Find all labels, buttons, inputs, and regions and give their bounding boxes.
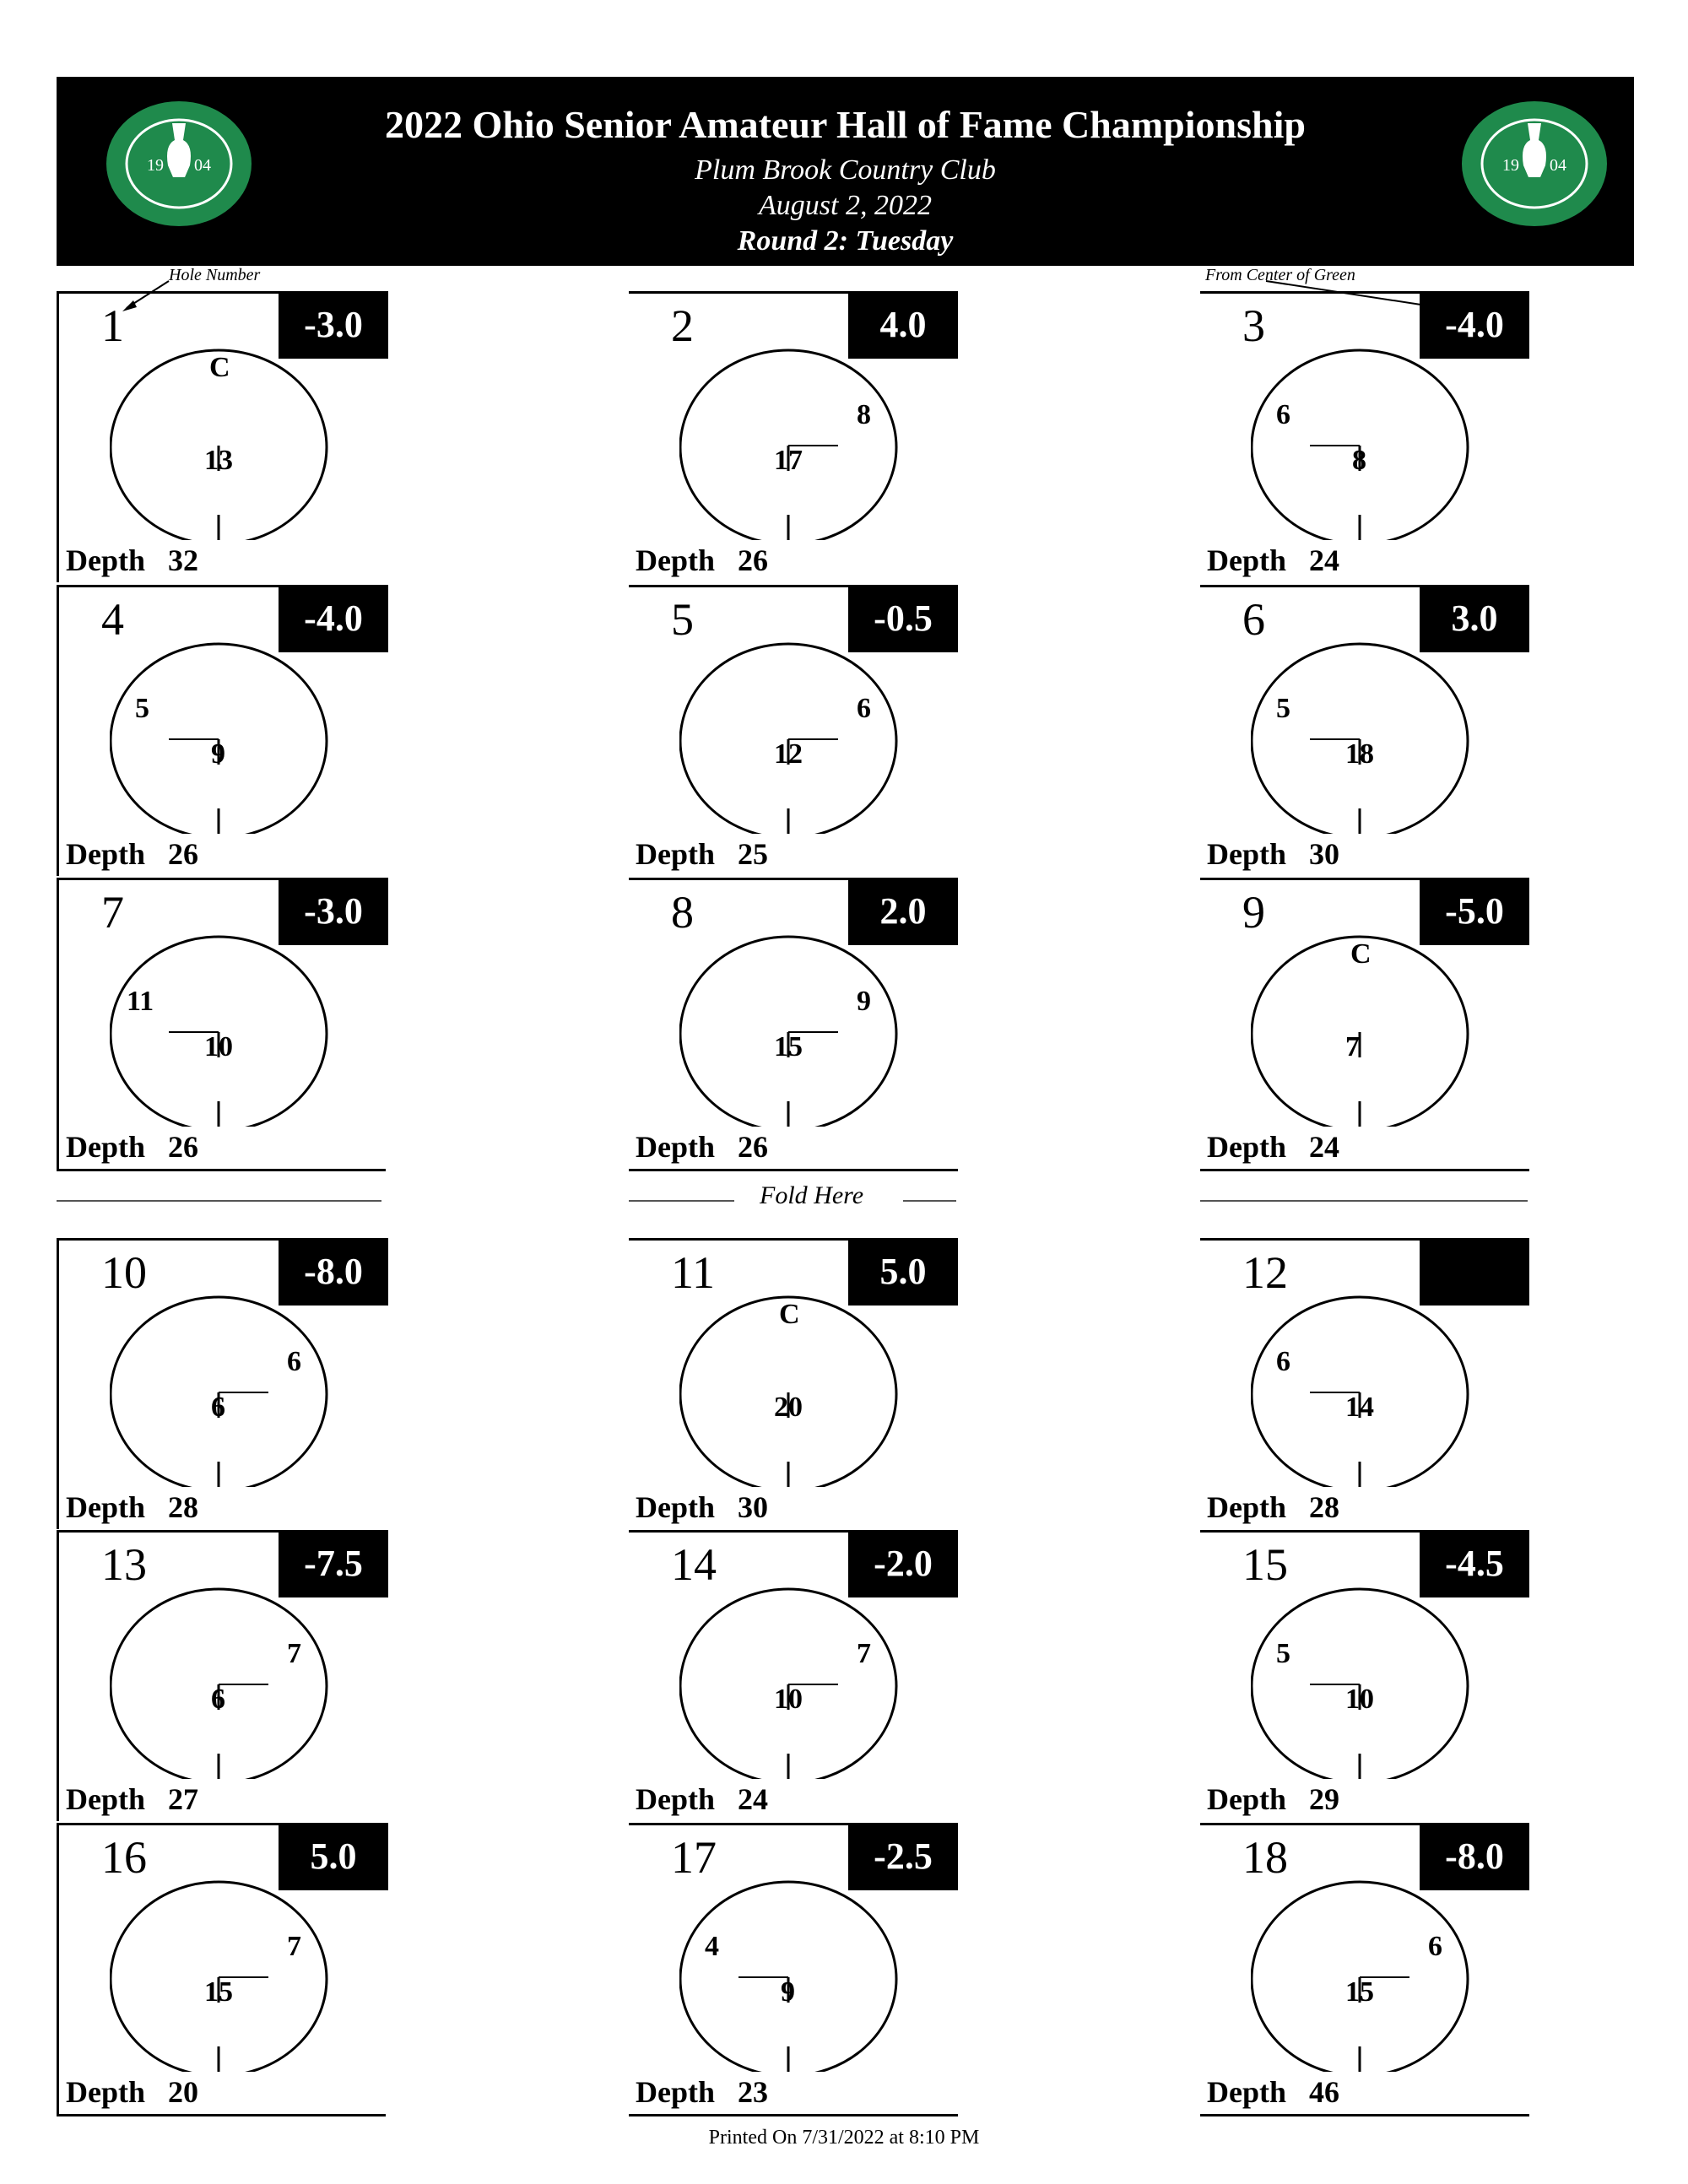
depth-label: Depth: [636, 1130, 716, 1164]
block-bottom-line: [57, 2114, 386, 2116]
slope-badge: -3.0: [279, 879, 388, 945]
pin-distance-from-side: 8: [857, 399, 871, 430]
green-diagram: [110, 1268, 338, 1487]
hole-card: [629, 585, 958, 876]
svg-text:19: 19: [1502, 156, 1519, 175]
green-depth: [636, 836, 768, 872]
hole-number-note: Hole Number: [169, 266, 261, 284]
hole-card: [57, 585, 388, 876]
hole-card: [1200, 291, 1529, 582]
green-depth: [636, 1489, 768, 1525]
printed-footer: Printed On 7/31/2022 at 8:10 PM: [708, 2127, 980, 2149]
slope-badge: 5.0: [279, 1825, 388, 1890]
center-marker: C: [779, 1299, 800, 1330]
pin-distance-from-side: 5: [135, 693, 149, 724]
green-depth: [66, 836, 198, 872]
legend-arrows: [0, 0, 1688, 338]
depth-value: 25: [738, 837, 769, 871]
hole-number: 2: [671, 300, 694, 351]
depth-value: 30: [1309, 837, 1340, 871]
green-diagram: [679, 907, 907, 1127]
depth-label: Depth: [66, 837, 146, 871]
svg-text:19: 19: [147, 156, 164, 175]
depth-value: 32: [168, 543, 199, 577]
depth-label: Depth: [636, 837, 716, 871]
green-diagram: [679, 1560, 907, 1779]
pin-distance-from-front: 6: [211, 1684, 225, 1715]
slope-badge: -8.0: [1420, 1825, 1529, 1890]
svg-text:04: 04: [194, 156, 211, 175]
slope-badge: -8.0: [279, 1240, 388, 1306]
hole-number: 12: [1242, 1247, 1288, 1298]
green-diagram: [679, 321, 907, 540]
depth-value: 24: [1309, 543, 1340, 577]
hole-number: 7: [101, 887, 124, 938]
hole-card: [1200, 585, 1529, 876]
block-bottom-line: [1200, 2114, 1529, 2116]
depth-value: 24: [738, 1782, 769, 1816]
depth-label: Depth: [66, 1490, 146, 1524]
slope-badge: 2.0: [848, 879, 958, 945]
hole-number: 17: [671, 1832, 717, 1883]
depth-value: 24: [1309, 1130, 1340, 1164]
venue-name: Plum Brook Country Club: [695, 154, 996, 186]
hole-card: [57, 291, 388, 582]
green-depth: [1207, 836, 1339, 872]
depth-label: Depth: [1207, 1782, 1287, 1816]
depth-value: 28: [168, 1490, 199, 1524]
slope-badge: 4.0: [848, 293, 958, 359]
round-label: Round 2: Tuesday: [737, 225, 954, 257]
depth-label: Depth: [1207, 2075, 1287, 2109]
depth-label: Depth: [636, 2075, 716, 2109]
block-bottom-line: [1200, 1169, 1529, 1171]
depth-value: 29: [1309, 1782, 1340, 1816]
center-marker: C: [209, 352, 230, 383]
slope-badge: 5.0: [848, 1240, 958, 1306]
pin-distance-from-side: 6: [857, 693, 871, 724]
hole-number: 11: [671, 1247, 715, 1298]
depth-label: Depth: [636, 1782, 716, 1816]
hole-number: 13: [101, 1539, 147, 1590]
green-depth: [1207, 543, 1339, 578]
hole-card: [57, 1238, 388, 1529]
depth-value: 23: [738, 2075, 769, 2109]
slope-badge: -5.0: [1420, 879, 1529, 945]
green-diagram: [1251, 1852, 1479, 2072]
tournament-title: 2022 Ohio Senior Amateur Hall of Fame Championship: [385, 103, 1306, 146]
pin-distance-from-front: 7: [1345, 1031, 1360, 1062]
hole-number: 18: [1242, 1832, 1288, 1883]
pin-distance-from-front: 17: [774, 445, 803, 476]
pin-distance-from-side: 7: [287, 1931, 301, 1962]
block-bottom-line: [57, 1169, 386, 1171]
depth-label: Depth: [636, 1490, 716, 1524]
pin-distance-from-front: 18: [1345, 738, 1374, 770]
green-depth: [66, 1129, 198, 1165]
depth-value: 26: [738, 543, 769, 577]
hole-card: [629, 1238, 958, 1529]
fold-line-mid-right: [903, 1200, 956, 1202]
hole-number: 8: [671, 887, 694, 938]
hole-card: [57, 1530, 388, 1821]
pin-distance-from-side: 6: [1276, 1346, 1290, 1377]
fold-here-label: Fold Here: [760, 1181, 864, 1209]
green-diagram: [110, 1852, 338, 2072]
hole-card: [629, 1530, 958, 1821]
svg-text:04: 04: [1550, 156, 1566, 175]
depth-value: 26: [168, 837, 199, 871]
green-depth: [636, 1129, 768, 1165]
depth-value: 30: [738, 1490, 769, 1524]
pin-distance-from-side: 6: [1276, 399, 1290, 430]
pin-distance-from-front: 9: [781, 1976, 795, 2008]
slope-badge: -4.0: [1420, 293, 1529, 359]
depth-value: 28: [1309, 1490, 1340, 1524]
green-depth: [66, 1781, 198, 1817]
pin-distance-from-front: 15: [1345, 1976, 1374, 2008]
hole-number: 4: [101, 594, 124, 645]
hole-card: [57, 1823, 388, 2114]
pin-distance-from-side: 6: [287, 1346, 301, 1377]
block-bottom-line: [629, 1169, 958, 1171]
slope-badge: -4.0: [279, 587, 388, 652]
depth-label: Depth: [1207, 1130, 1287, 1164]
hole-number: 10: [101, 1247, 147, 1298]
hole-card: [1200, 878, 1529, 1169]
green-depth: [636, 2074, 768, 2110]
pin-distance-from-front: 6: [211, 1392, 225, 1423]
depth-value: 26: [738, 1130, 769, 1164]
green-depth: [636, 543, 768, 578]
green-depth: [1207, 1489, 1339, 1525]
depth-value: 26: [168, 1130, 199, 1164]
green-diagram: [679, 614, 907, 834]
hole-card: [629, 291, 958, 582]
hole-card: [629, 878, 958, 1169]
hole-card: [1200, 1530, 1529, 1821]
pin-distance-from-front: 20: [774, 1392, 803, 1423]
pin-distance-from-front: 15: [774, 1031, 803, 1062]
green-depth: [66, 2074, 198, 2110]
green-depth: [1207, 1781, 1339, 1817]
green-depth: [66, 543, 198, 578]
depth-value: 20: [168, 2075, 199, 2109]
hole-card: [1200, 1823, 1529, 2114]
hole-card: [629, 1823, 958, 2114]
fold-line-right: [1200, 1200, 1528, 1202]
slope-badge: -2.5: [848, 1825, 958, 1890]
slope-badge: -4.5: [1420, 1532, 1529, 1597]
pin-distance-from-front: 15: [204, 1976, 233, 2008]
pin-distance-from-side: 7: [857, 1638, 871, 1669]
hole-number: 6: [1242, 594, 1265, 645]
hole-number: 9: [1242, 887, 1265, 938]
pin-distance-from-front: 10: [204, 1031, 233, 1062]
hole-number: 16: [101, 1832, 147, 1883]
pin-distance-from-front: 8: [1352, 445, 1366, 476]
pin-distance-from-side: 5: [1276, 1638, 1290, 1669]
pin-distance-from-side: 4: [705, 1931, 719, 1962]
pin-distance-from-side: 5: [1276, 693, 1290, 724]
pin-distance-from-front: 12: [774, 738, 803, 770]
pin-distance-from-side: 11: [127, 986, 154, 1017]
slope-badge: -2.0: [848, 1532, 958, 1597]
slope-badge: 3.0: [1420, 587, 1529, 652]
slope-badge: -0.5: [848, 587, 958, 652]
green-depth: [66, 1489, 198, 1525]
pin-distance-from-side: 6: [1428, 1931, 1442, 1962]
depth-value: 46: [1309, 2075, 1340, 2109]
hole-number: 15: [1242, 1539, 1288, 1590]
hole-card: [57, 878, 388, 1169]
pin-distance-from-side: 7: [287, 1638, 301, 1669]
depth-label: Depth: [1207, 543, 1287, 577]
pin-distance-from-front: 10: [1345, 1684, 1374, 1715]
pin-distance-from-front: 9: [211, 738, 225, 770]
hole-number: 3: [1242, 300, 1265, 351]
green-diagram: [110, 1560, 338, 1779]
green-depth: [1207, 1129, 1339, 1165]
center-marker: C: [1350, 938, 1372, 970]
pin-distance-from-side: 9: [857, 986, 871, 1017]
depth-label: Depth: [636, 543, 716, 577]
pin-distance-from-front: 14: [1345, 1392, 1374, 1423]
slope-badge: -3.0: [279, 293, 388, 359]
event-date: August 2, 2022: [759, 190, 932, 221]
depth-label: Depth: [66, 1782, 146, 1816]
depth-value: 27: [168, 1782, 199, 1816]
pin-distance-from-front: 10: [774, 1684, 803, 1715]
green-depth: [1207, 2074, 1339, 2110]
depth-label: Depth: [66, 2075, 146, 2109]
pin-distance-from-front: 13: [204, 445, 233, 476]
block-bottom-line: [629, 2114, 958, 2116]
depth-label: Depth: [66, 1130, 146, 1164]
hole-number: 5: [671, 594, 694, 645]
hole-card: [1200, 1238, 1529, 1529]
green-depth: [636, 1781, 768, 1817]
fold-line-mid-left: [629, 1200, 734, 1202]
hole-number: 1: [101, 300, 124, 351]
center-of-green-note: From Center of Green: [1205, 266, 1355, 284]
slope-badge: -7.5: [279, 1532, 388, 1597]
hole-number: 14: [671, 1539, 717, 1590]
depth-label: Depth: [1207, 837, 1287, 871]
depth-label: Depth: [66, 543, 146, 577]
depth-label: Depth: [1207, 1490, 1287, 1524]
fold-line-left: [57, 1200, 381, 1202]
